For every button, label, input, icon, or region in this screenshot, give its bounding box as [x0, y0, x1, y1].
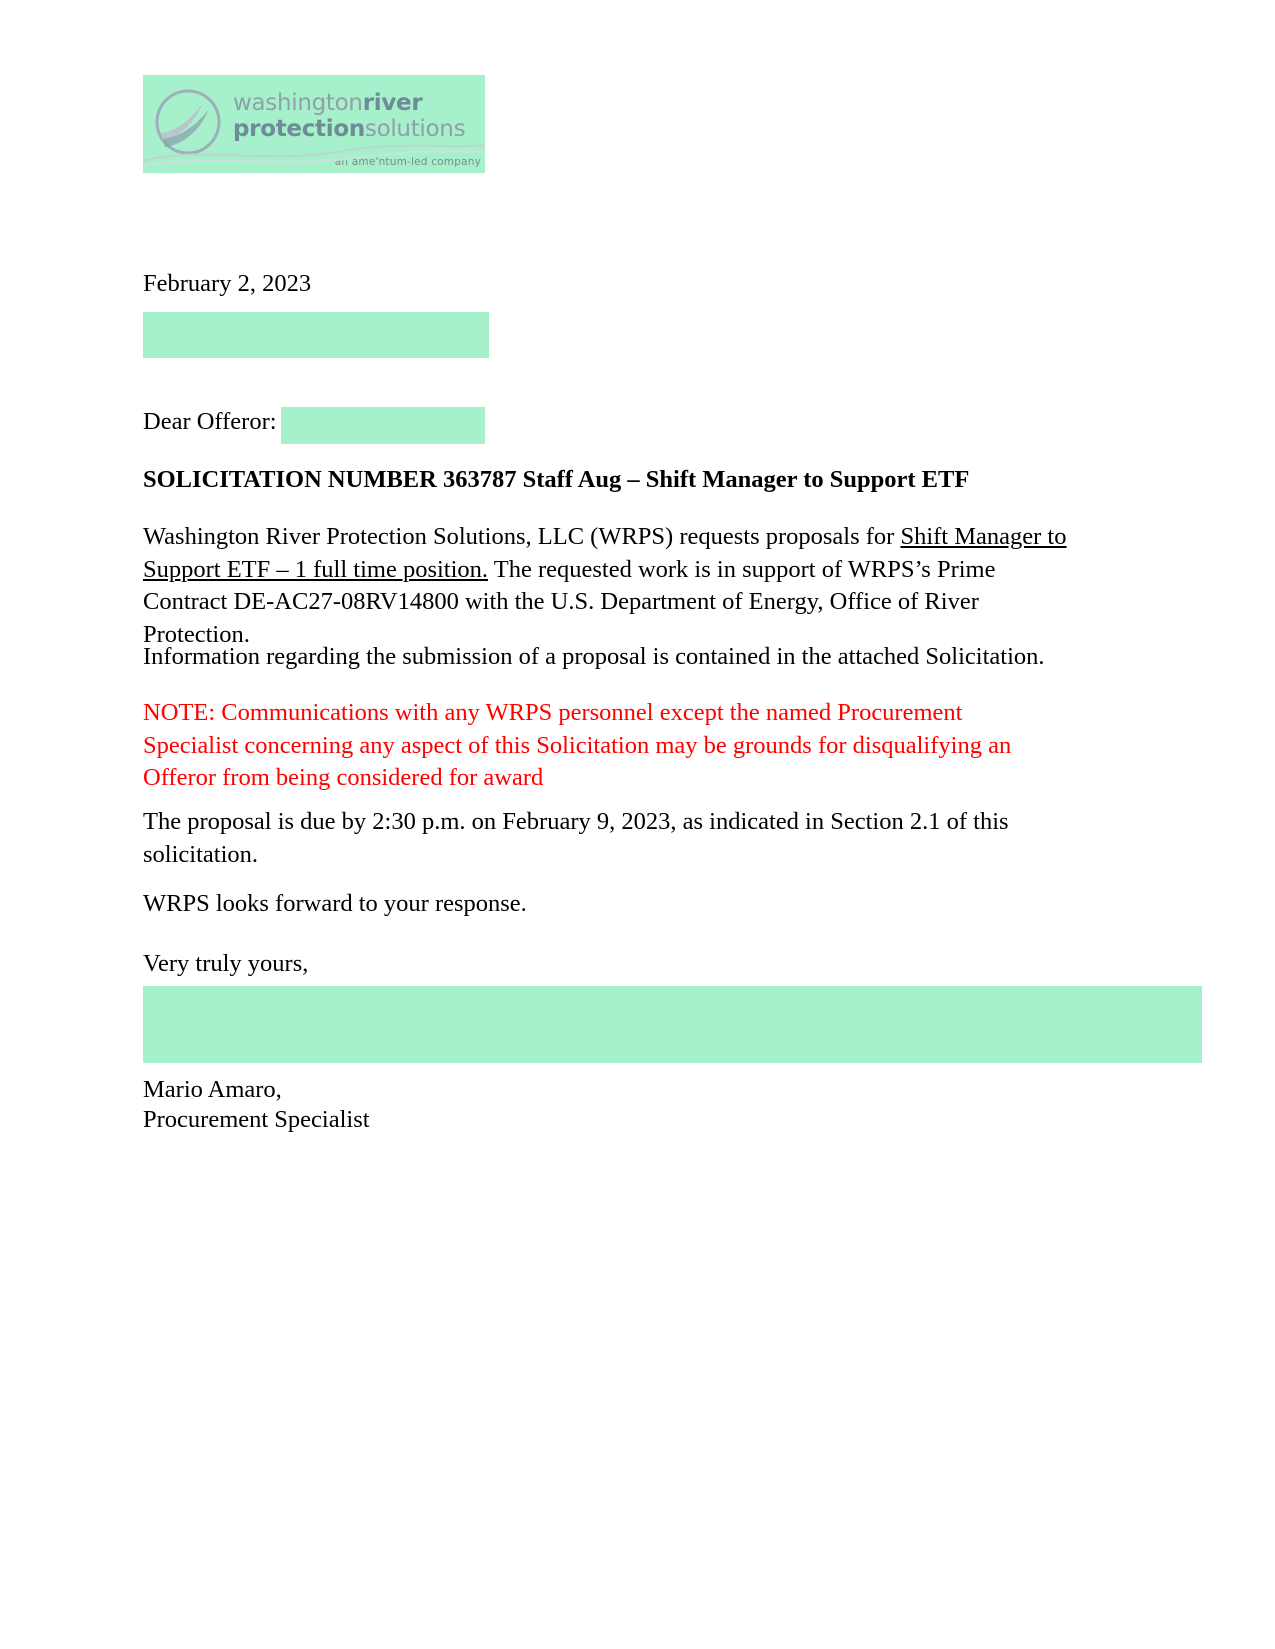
note-communications: NOTE: Communications with any WRPS personnel except the named Procurement Specialist concerning any aspect of this Solicitation may be grounds for disqualifying an Offeror from being considered for award: [143, 699, 1012, 792]
solicitation-heading: SOLICITATION NUMBER 363787 Staff Aug – Shift Manager to Support ETF: [143, 466, 970, 493]
redacted-signature-block: [143, 986, 1202, 1063]
paragraph-submission-info: Information regarding the submission of a proposal is contained in the attached Solicitation.: [143, 643, 1045, 670]
signer-title: Procurement Specialist: [143, 1105, 370, 1133]
logo-line1-bold: river: [362, 90, 423, 116]
paragraph-request-before: Washington River Protection Solutions, LLC (WRPS) requests proposals for: [143, 523, 901, 550]
wave-decoration-icon: [143, 139, 485, 167]
logo-line2-thin: solutions: [364, 116, 466, 143]
logo-line1-thin: washington: [233, 90, 363, 116]
redacted-recipient-name: [281, 407, 485, 444]
letter-date: February 2, 2023: [143, 270, 312, 297]
closing-line: Very truly yours,: [143, 950, 309, 977]
paragraph-request: [143, 521, 1073, 651]
paragraph-closing-remark: WRPS looks forward to your response.: [143, 890, 527, 917]
paragraph-request-underlined: Shift Manager to Support ETF – 1 full time position.: [143, 523, 1067, 583]
paragraph-due-date: The proposal is due by 2:30 p.m. on February 9, 2023, as indicated in Section 2.1 of this solicitation.: [143, 808, 1009, 868]
paragraph-request-after: The requested work is in support of WRPS’s Prime Contract DE-AC27-08RV14800 with the U.S. Department of Energy, Office of River Protection.: [143, 555, 996, 648]
logo-tagline: an ame'ntum-led company: [334, 156, 481, 169]
signer-block: [143, 1075, 370, 1135]
signer-name: Mario Amaro,: [143, 1076, 282, 1103]
salutation: Dear Offeror:: [143, 408, 277, 435]
logo-line2-bold: protection: [233, 116, 365, 143]
company-logo: [143, 75, 485, 173]
redacted-address-block: [143, 312, 489, 358]
